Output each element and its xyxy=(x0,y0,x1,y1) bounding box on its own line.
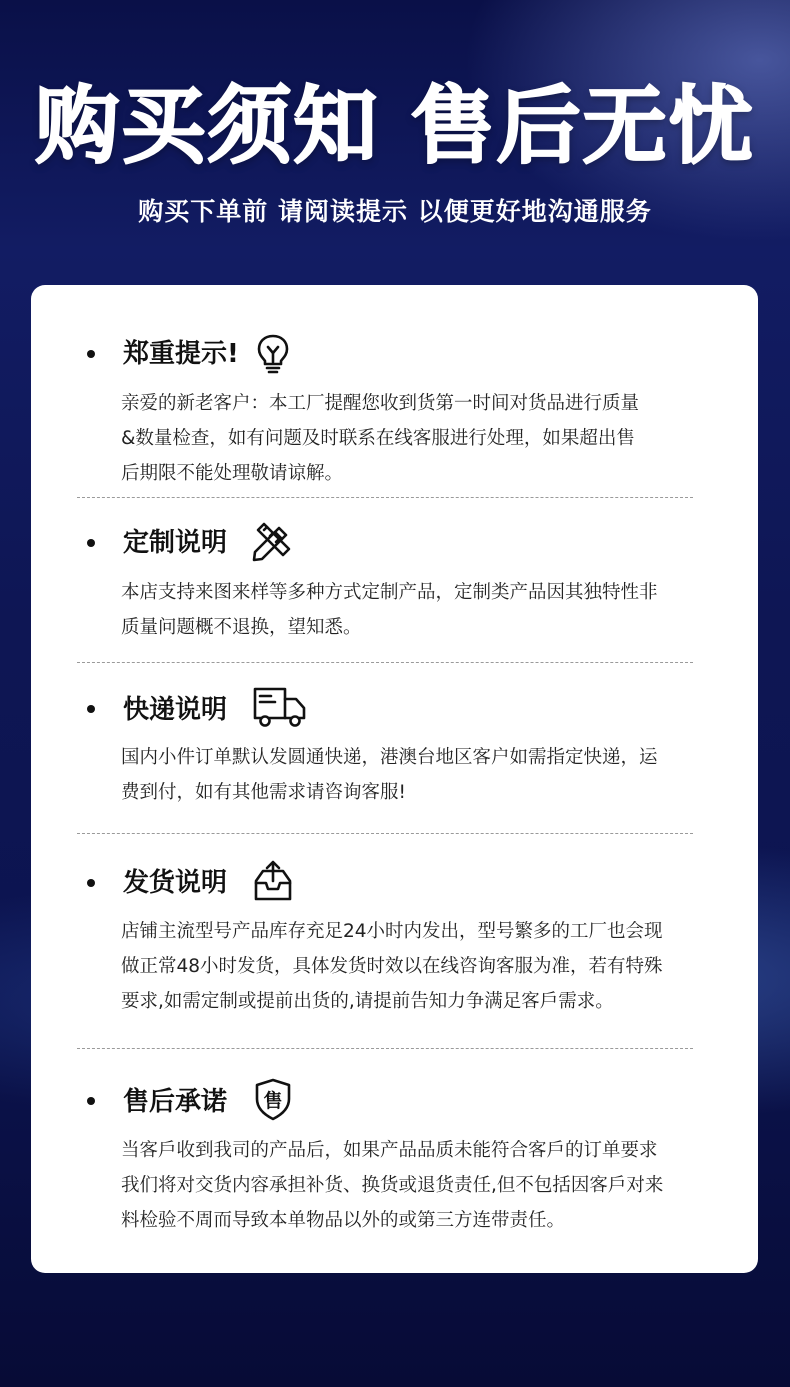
section-divider xyxy=(77,497,693,498)
bullet-dot xyxy=(87,1097,95,1105)
section-divider xyxy=(77,1048,693,1049)
section-body: 店铺主流型号产品库存充足24小时内发出，型号繁多的工厂也会现 做正常48小时发货，具体发货时效以在线咨询客服为准，若有特殊 要求,如需定制或提前出货的,请提前告知力争满足客戶需求。 xyxy=(121,921,663,1012)
section-title: 郑重提示! xyxy=(123,339,239,369)
hero-subtitle: 购买下单前 请阅读提示 以便更好地沟通服务 xyxy=(138,197,652,226)
lightbulb-icon xyxy=(251,331,295,375)
notice-card xyxy=(31,285,758,1273)
pencil-ruler-icon xyxy=(249,520,293,564)
section-title: 售后承诺 xyxy=(123,1087,228,1117)
delivery-truck-icon xyxy=(251,685,309,729)
section-body: 亲爱的新老客户：本工厂提醒您收到货第一时间对货品进行质量 &数量检查，如有问题及时联系在线客服进行处理，如果超出售 后期限不能处理敬请谅解。 xyxy=(121,393,640,484)
bullet-dot xyxy=(87,705,95,713)
bullet-dot xyxy=(87,350,95,358)
bullet-dot xyxy=(87,539,95,547)
shield-icon xyxy=(251,1077,295,1121)
svg-text:售: 售 xyxy=(263,1090,283,1112)
bullet-dot xyxy=(87,879,95,887)
section-divider xyxy=(77,833,693,834)
hero-title: 购买须知 售后无忧 xyxy=(35,77,755,175)
section-divider xyxy=(77,662,693,663)
section-body: 当客戶收到我司的产品后，如果产品品质未能符合客戶的订单要求 我们将对交货内容承担补货、换货或退货责任,但不包括因客戶对来 料检验不周而导致本单物品以外的或第三方连带责任。 xyxy=(121,1140,664,1231)
section-body: 国内小件订单默认发圆通快递，港澳台地区客户如需指定快递，运 费到付，如有其他需求请咨询客服! xyxy=(121,747,658,803)
section-title: 发货说明 xyxy=(123,868,228,898)
section-body: 本店支持来图来样等多种方式定制产品，定制类产品因其独特性非 质量问题概不退换，望知悉。 xyxy=(121,582,658,638)
box-upload-icon xyxy=(251,859,295,903)
section-title: 快递说明 xyxy=(123,695,228,725)
section-title: 定制说明 xyxy=(123,528,228,558)
